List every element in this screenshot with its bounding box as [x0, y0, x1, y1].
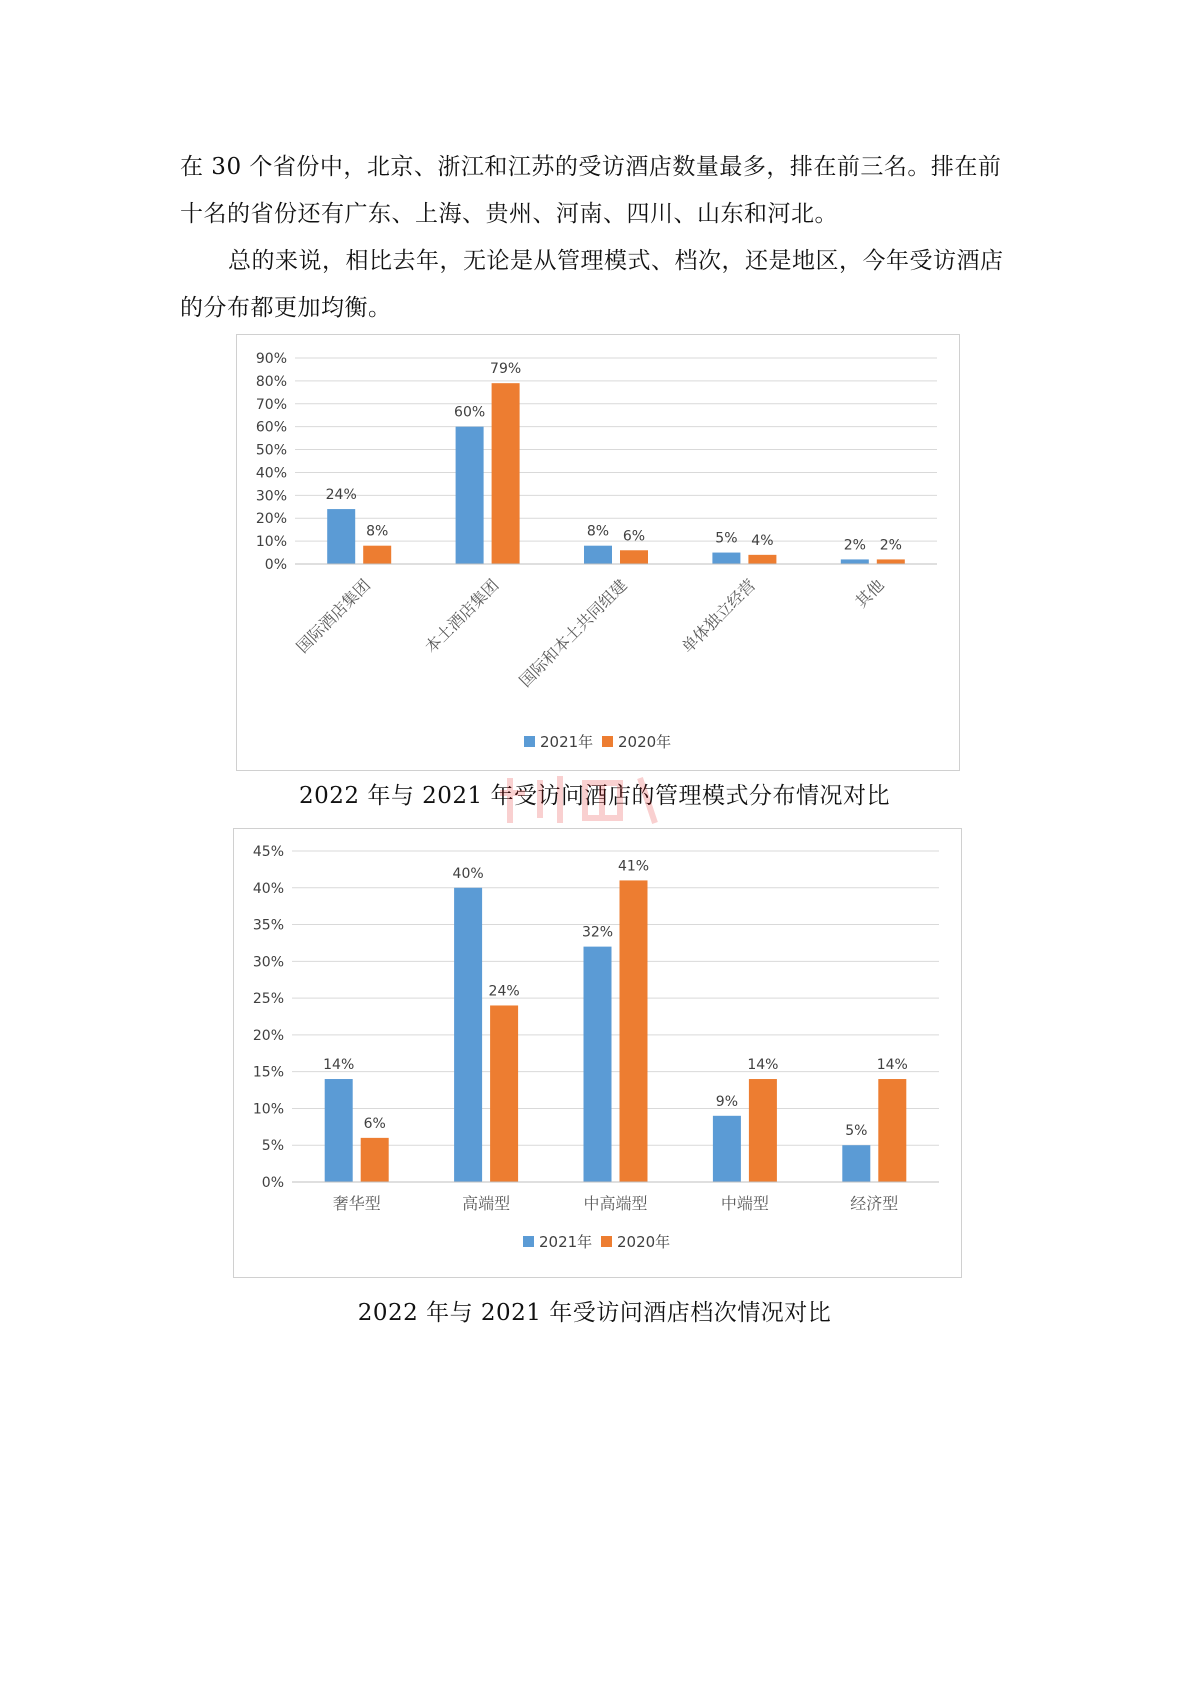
bar — [363, 546, 391, 564]
bar — [748, 555, 776, 564]
y-tick-label: 10% — [255, 534, 287, 551]
data-label: 9% — [715, 1093, 739, 1110]
bar — [361, 1138, 389, 1182]
watermark-stamp — [490, 768, 670, 828]
y-tick-label: 5% — [261, 1138, 284, 1155]
data-label: 14% — [747, 1057, 779, 1074]
data-label: 2% — [879, 537, 902, 554]
data-label: 41% — [617, 858, 650, 875]
paragraph-summary: 总的来说，相比去年，无论是从管理模式、档次，还是地区，今年受访酒店的分布都更加均衡。 — [180, 248, 1004, 321]
hotel-grade-caption: 2022 年与 2021 年受访问酒店档次情况对比 — [357, 1300, 832, 1326]
legend-swatch — [524, 736, 535, 747]
data-label: 14% — [876, 1057, 908, 1074]
x-category-label: 本土酒店集团 — [421, 575, 503, 657]
bar — [492, 383, 520, 564]
paragraph-provinces: 在 30 个省份中，北京、浙江和江苏的受访酒店数量最多，排在前三名。排在前十名的省份还有广东、上海、贵州、河南、四川、山东和河北。 — [180, 154, 1002, 227]
bar — [325, 1079, 353, 1182]
y-tick-label: 40% — [255, 465, 287, 482]
data-label: 24% — [325, 487, 357, 504]
legend-label: 2020年 — [617, 1233, 671, 1251]
management-mode-chart — [236, 334, 960, 771]
bar — [620, 880, 648, 1182]
hotel-grade-chart-svg — [234, 829, 961, 1277]
x-category-label: 单体独立经营 — [677, 575, 760, 657]
data-label: 40% — [452, 865, 484, 882]
data-label: 14% — [323, 1057, 355, 1074]
x-category-label: 国际酒店集团 — [292, 575, 375, 657]
management-mode-chart-svg — [237, 335, 959, 770]
x-category-label: 高端型 — [462, 1194, 511, 1213]
data-label: 6% — [363, 1115, 386, 1132]
bar — [749, 1079, 777, 1182]
legend-label: 2021年 — [539, 1233, 593, 1251]
y-tick-label: 20% — [252, 1027, 284, 1044]
data-label: 8% — [366, 523, 389, 540]
bar — [456, 427, 484, 564]
y-tick-label: 25% — [252, 991, 284, 1008]
legend-swatch — [602, 736, 613, 747]
x-category-label: 其他 — [851, 575, 888, 612]
data-label: 5% — [845, 1123, 868, 1140]
y-tick-label: 70% — [255, 396, 287, 413]
data-label: 32% — [581, 924, 614, 941]
y-tick-label: 30% — [255, 488, 287, 505]
data-label: 60% — [454, 404, 486, 421]
data-label: 5% — [715, 530, 738, 547]
bar — [878, 1079, 906, 1182]
y-tick-label: 0% — [261, 1175, 284, 1191]
bar — [584, 947, 612, 1182]
y-tick-label: 15% — [252, 1064, 284, 1081]
x-category-label: 经济型 — [850, 1194, 899, 1213]
x-category-label: 中高端型 — [583, 1194, 648, 1213]
y-tick-label: 20% — [255, 511, 287, 528]
bar — [841, 559, 869, 564]
x-category-label: 奢华型 — [332, 1194, 381, 1213]
y-tick-label: 40% — [252, 880, 284, 897]
data-label: 8% — [586, 523, 610, 540]
data-label: 4% — [751, 532, 774, 549]
y-tick-label: 50% — [255, 442, 287, 459]
data-label: 79% — [490, 361, 522, 378]
bar — [620, 550, 648, 564]
y-tick-label: 90% — [255, 351, 287, 367]
bar — [327, 509, 355, 564]
bar — [454, 888, 482, 1182]
legend-label: 2021年 — [540, 733, 594, 751]
y-tick-label: 45% — [252, 844, 284, 860]
data-label: 24% — [488, 983, 520, 1000]
hotel-grade-chart — [233, 828, 962, 1278]
bar — [877, 559, 905, 564]
management-mode-caption: 2022 年与 2021 年受访问酒店的管理模式分布情况对比 — [299, 783, 890, 809]
y-tick-label: 60% — [255, 419, 287, 436]
y-tick-label: 0% — [264, 557, 287, 573]
bar — [842, 1145, 870, 1182]
bar — [490, 1005, 518, 1182]
legend-swatch — [523, 1236, 534, 1247]
x-category-label: 中端型 — [720, 1194, 769, 1213]
bar — [584, 546, 612, 564]
bar — [712, 553, 740, 564]
y-tick-label: 10% — [252, 1101, 284, 1118]
legend-label: 2020年 — [618, 733, 672, 751]
y-tick-label: 30% — [252, 954, 284, 971]
y-tick-label: 35% — [252, 917, 284, 934]
data-label: 2% — [843, 537, 866, 554]
bar — [713, 1116, 741, 1182]
data-label: 6% — [622, 528, 646, 545]
legend-swatch — [601, 1236, 612, 1247]
x-category-label: 国际和本土共同组建 — [515, 575, 631, 691]
y-tick-label: 80% — [255, 373, 287, 390]
